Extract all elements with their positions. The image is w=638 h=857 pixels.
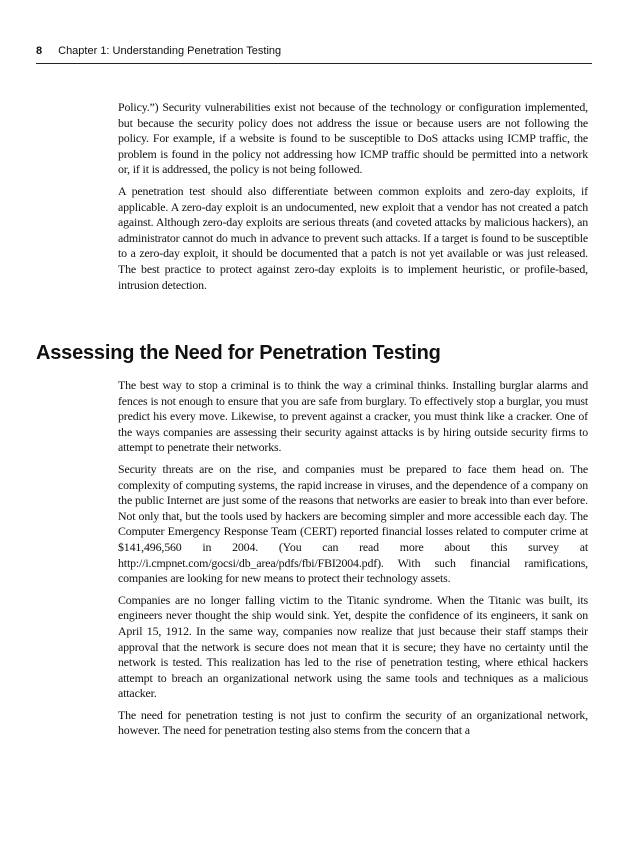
- paragraph: Policy.”) Security vulnerabilities exist not because of the technology or configuration implemented, but because the security policy does not address the issue or because users are not following the policy. For example, if a website is found to be susceptible to DoS attacks using ICMP traffic, the problem is found in the policy not addressing how ICMP traffic should be permitted into a network or, if it is addressed, the policy is not being followed.: [118, 100, 588, 177]
- intro-text-block: [118, 100, 588, 299]
- page-number: 8: [36, 45, 43, 57]
- header-rule: [36, 63, 592, 64]
- section-text-block: [118, 378, 588, 745]
- running-header: [36, 45, 592, 57]
- chapter-title: Chapter 1: Understanding Penetration Testing: [58, 45, 282, 57]
- paragraph: A penetration test should also differentiate between common exploits and zero-day exploits, if applicable. A zero-day exploit is an undocumented, new exploit that a vendor has not created a patch against. Although zero-day exploits are serious threats (and coveted attacks by malicious hackers), an administrator cannot do much in advance to prevent such attacks. If a target is found to be susceptible to a zero-day exploit, it should be documented that a patch is not yet available or was just released. The best practice to protect against zero-day exploits is to implement heuristic, or profile-based, intrusion detection.: [118, 183, 588, 292]
- paragraph: Security threats are on the rise, and companies must be prepared to face them head on. The complexity of computing systems, the rapid increase in viruses, and the dependence of a company on the public Internet are just some of the reasons that networks are easier to break into than ever before. Not only that, but the tools used by hackers are becoming simpler and more accessible each day. The Computer Emergency Response Team (CERT) reported financial losses related to computer crime at $141,496,560 in 2004. (You can read more about this survey at http://i.cmpnet.com/gocsi/db_area/pdfs/fbi/FBI2004.pdf). With such financial ramifications, companies are looking for new means to protect their technology assets.: [118, 461, 588, 586]
- paragraph: Companies are no longer falling victim to the Titanic syndrome. When the Titanic was built, its engineers never thought the ship would sink. Yet, despite the confidence of its engineers, it sank on April 15, 1912. In the same way, companies now realize that just because their staff stamps their approval that the network is secure does not mean that it is secure; they have no certainty until the network is tested. This realization has led to the rise of penetration testing, where ethical hackers attempt to breach an organizational network using the same tools and techniques as a malicious attacker.: [118, 592, 588, 701]
- paragraph: The need for penetration testing is not just to confirm the security of an organizational network, however. The need for penetration testing also stems from the concern that a: [118, 707, 588, 738]
- section-heading: Assessing the Need for Penetration Testing: [36, 342, 441, 364]
- paragraph: The best way to stop a criminal is to think the way a criminal thinks. Installing burglar alarms and fences is not enough to ensure that you are safe from burglary. To effectively stop a burglar, you must predict his every move. Likewise, to prevent against a cracker, you must think like a cracker. One of the ways companies are assessing their security against attacks is by hiring outside security firms to attempt to penetrate their networks.: [118, 378, 588, 455]
